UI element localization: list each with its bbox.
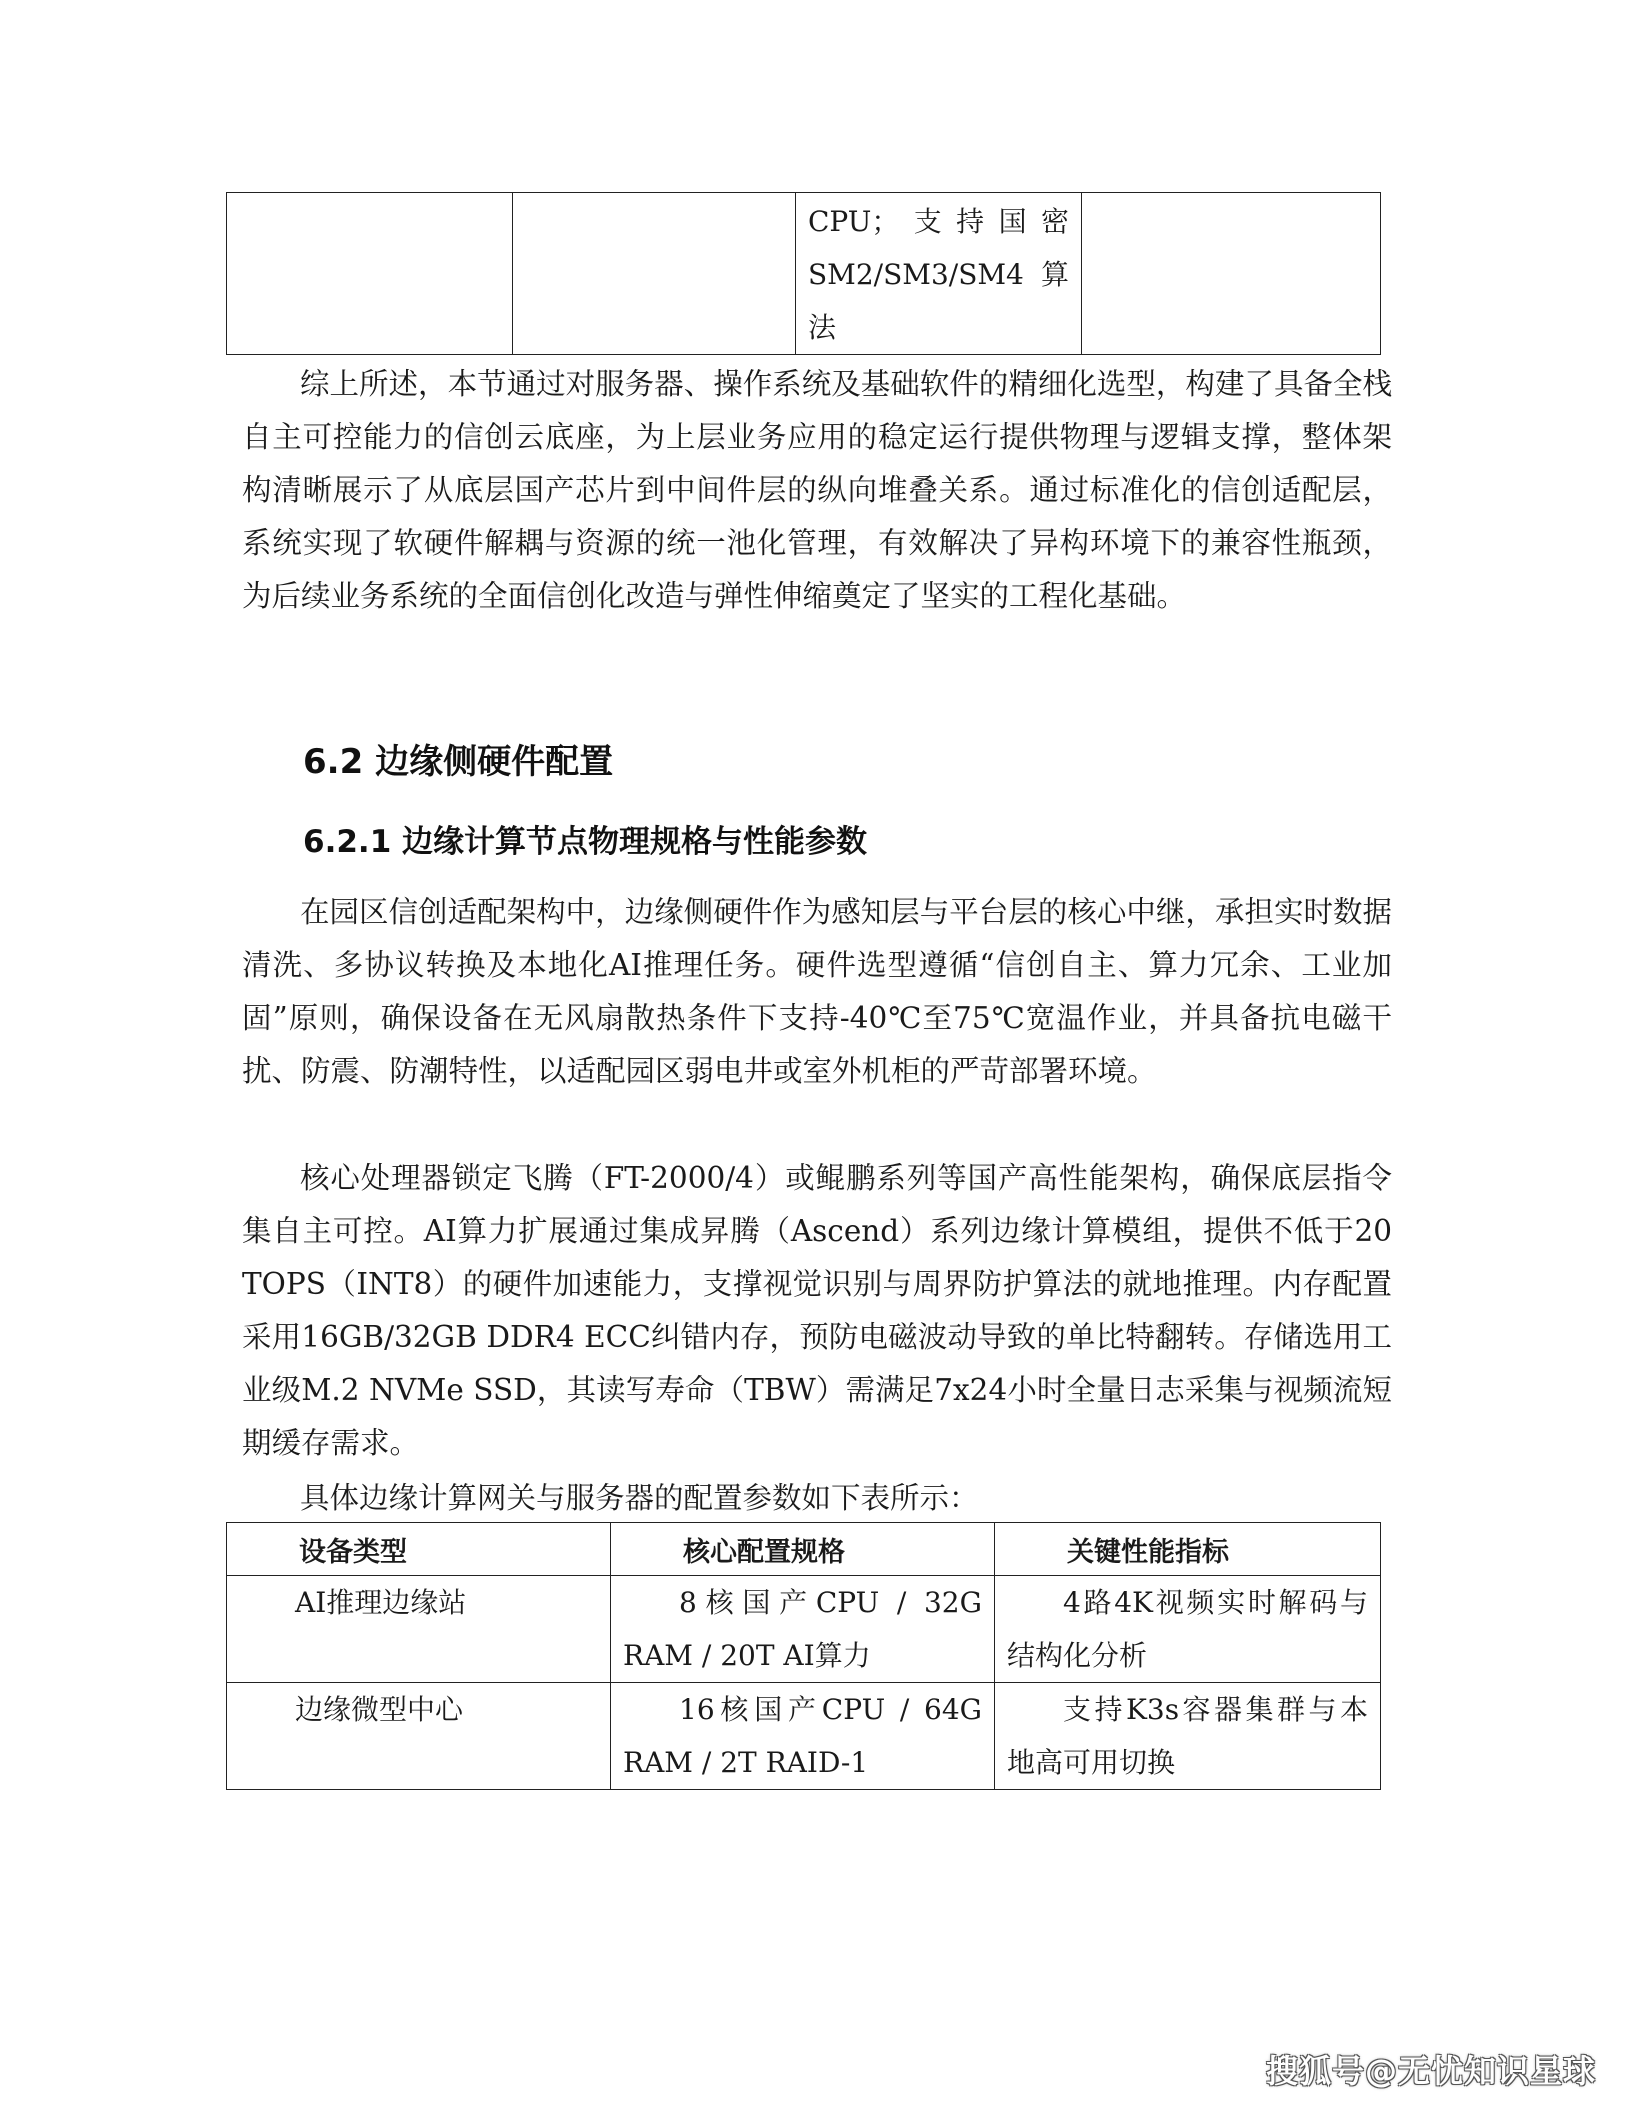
table-cell — [227, 193, 513, 355]
table-intro-paragraph: 具体边缘计算网关与服务器的配置参数如下表所示： — [300, 1481, 979, 1515]
summary-paragraph: 综上所述，本节通过对服务器、操作系统及基础软件的精细化选型，构建了具备全栈自主可控能力的信创云底座，为上层业务应用的稳定运行提供物理与逻辑支撑，整体架构清晰展示了从底层国产芯片到中间件层的纵向堆叠关系。通过标准化的信创适配层，系统实现了软硬件解耦与资源的统一池化管理，有效解决了异构环境下的兼容性瓶颈，为后续业务系统的全面信创化改造与弹性伸缩奠定了坚实的工程化基础。 — [242, 367, 1392, 613]
table-cell: 8核国产CPU / 32G RAM / 20T AI算力 — [611, 1576, 995, 1683]
table-cell: AI推理边缘站 — [227, 1576, 611, 1683]
table-row — [227, 1576, 1381, 1683]
table-cell — [1082, 193, 1381, 355]
table-cell: 支持K3s容器集群与本地高可用切换 — [995, 1683, 1381, 1790]
table-cell — [513, 193, 796, 355]
intro-paragraph: 在园区信创适配架构中，边缘侧硬件作为感知层与平台层的核心中继，承担实时数据清洗、多协议转换及本地化AI推理任务。硬件选型遵循“信创自主、算力冗余、工业加固”原则，确保设备在无风扇散热条件下支持-40℃至75℃宽温作业，并具备抗电磁干扰、防震、防潮特性，以适配园区弱电井或室外机柜的严苛部署环境。 — [242, 895, 1392, 1088]
section-heading: 6.2 边缘侧硬件配置 — [303, 742, 614, 782]
processor-paragraph: 核心处理器锁定飞腾（FT-2000/4）或鲲鹏系列等国产高性能架构，确保底层指令集自主可控。AI算力扩展通过集成昇腾（Ascend）系列边缘计算模组，提供不低于20 TOPS（INT8）的硬件加速能力，支撑视觉识别与周界防护算法的就地推理。内存配置采用16GB/32GB DDR4 ECC纠错内存，预防电磁波动导致的单比特翻转。存储选用工业级M.2 NVMe SSD，其读写寿命（TBW）需满足7x24小时全量日志采集与视频流短期缓存需求。 — [242, 1161, 1392, 1460]
table-cell: 边缘微型中心 — [227, 1683, 611, 1790]
subsection-heading: 6.2.1 边缘计算节点物理规格与性能参数 — [303, 824, 868, 860]
table-header-cell: 设备类型 — [227, 1523, 611, 1576]
watermark: 搜狐号@无忧知识星球 — [1265, 2052, 1596, 2090]
table-header-row — [227, 1523, 1381, 1576]
table-cell: 16核国产CPU / 64G RAM / 2T RAID-1 — [611, 1683, 995, 1790]
table-row — [227, 1683, 1381, 1790]
table-row — [227, 193, 1381, 355]
table-cell: 4路4K视频实时解码与结构化分析 — [995, 1576, 1381, 1683]
spec-table — [226, 1522, 1381, 1790]
table-header-cell: 关键性能指标 — [995, 1523, 1381, 1576]
table-header-cell: 核心配置规格 — [611, 1523, 995, 1576]
continued-table — [226, 192, 1381, 355]
table-cell: CPU；支持国密SM2/SM3/SM4算法 — [796, 193, 1082, 355]
